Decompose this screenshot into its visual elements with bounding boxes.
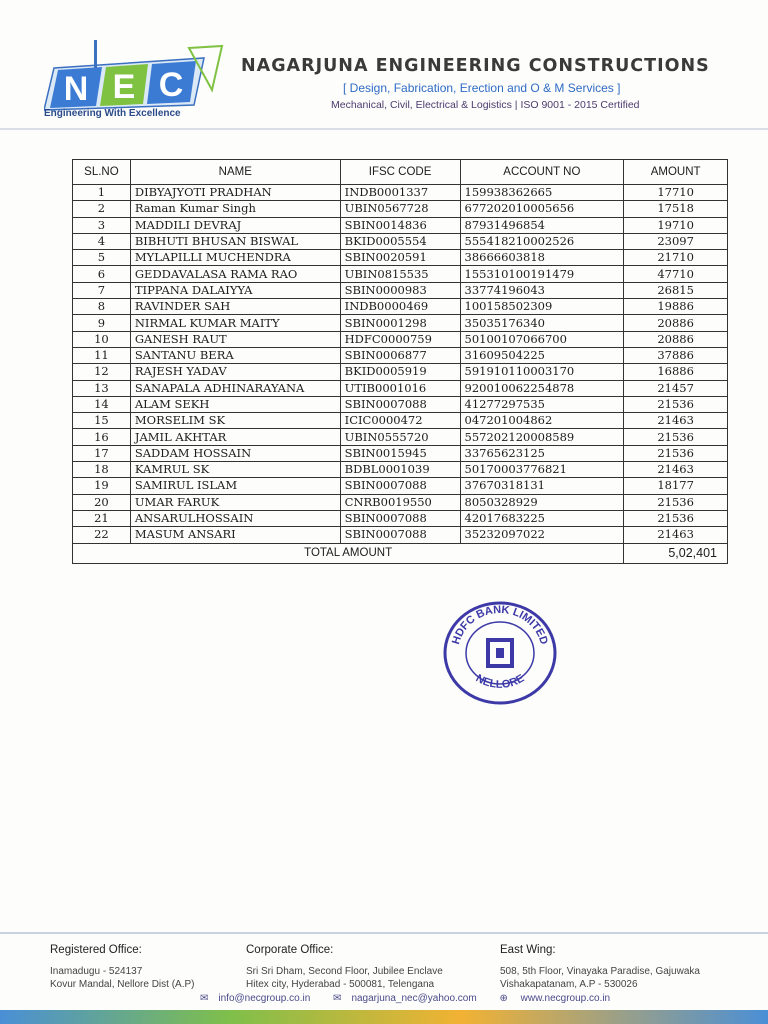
header-ifsc: IFSC CODE — [340, 160, 460, 185]
table-row — [73, 347, 728, 363]
cell-slno: 16 — [73, 429, 131, 445]
cell-amount: 20886 — [624, 315, 728, 331]
table-row — [73, 494, 728, 510]
cell-slno: 19 — [73, 478, 131, 494]
cell-name: GEDDAVALASA RAMA RAO — [130, 266, 340, 282]
cell-ifsc: SBIN0000983 — [340, 282, 460, 298]
cell-amount: 21457 — [624, 380, 728, 396]
table-row — [73, 315, 728, 331]
cell-account: 155310100191479 — [460, 266, 624, 282]
corporate-office-line1: Sri Sri Dham, Second Floor, Jubilee Enclave — [246, 966, 443, 977]
table-row — [73, 331, 728, 347]
cell-amount: 21536 — [624, 445, 728, 461]
cell-account: 41277297535 — [460, 396, 624, 412]
cell-slno: 17 — [73, 445, 131, 461]
total-label: TOTAL AMOUNT — [73, 543, 624, 563]
cell-ifsc: ICIC0000472 — [340, 413, 460, 429]
cell-slno: 4 — [73, 233, 131, 249]
cell-amount: 20886 — [624, 331, 728, 347]
cell-ifsc: BDBL0001039 — [340, 462, 460, 478]
table-row — [73, 299, 728, 315]
cell-name: MORSELIM SK — [130, 413, 340, 429]
cell-account: 31609504225 — [460, 347, 624, 363]
cell-name: Raman Kumar Singh — [130, 201, 340, 217]
table-row — [73, 510, 728, 526]
mail-icon: ✉ — [333, 993, 342, 1004]
cell-ifsc: INDB0000469 — [340, 299, 460, 315]
cell-account: 87931496854 — [460, 217, 624, 233]
cell-slno: 14 — [73, 396, 131, 412]
cell-account: 555418210002526 — [460, 233, 624, 249]
header-name: NAME — [130, 160, 340, 185]
cell-slno: 13 — [73, 380, 131, 396]
website-text: www.necgroup.co.in — [520, 993, 611, 1004]
cell-ifsc: SBIN0007088 — [340, 478, 460, 494]
east-wing-title: East Wing: — [500, 944, 556, 956]
cell-ifsc: SBIN0001298 — [340, 315, 460, 331]
cell-slno: 1 — [73, 185, 131, 201]
cell-name: SANAPALA ADHINARAYANA — [130, 380, 340, 396]
table-header-row — [73, 160, 728, 185]
cell-slno: 9 — [73, 315, 131, 331]
cell-slno: 5 — [73, 250, 131, 266]
total-row — [73, 543, 728, 563]
cell-name: DIBYAJYOTI PRADHAN — [130, 185, 340, 201]
cell-amount: 21710 — [624, 250, 728, 266]
cell-name: UMAR FARUK — [130, 494, 340, 510]
cell-amount: 21536 — [624, 396, 728, 412]
cell-ifsc: SBIN0007088 — [340, 510, 460, 526]
cell-amount: 37886 — [624, 347, 728, 363]
email-info[interactable] — [200, 993, 320, 1004]
logo-letter-n: N — [63, 70, 89, 108]
corporate-office — [246, 944, 443, 991]
cell-ifsc: SBIN0014836 — [340, 217, 460, 233]
cell-account: 047201004862 — [460, 413, 624, 429]
table-row — [73, 429, 728, 445]
cell-slno: 21 — [73, 510, 131, 526]
cell-name: JAMIL AKHTAR — [130, 429, 340, 445]
cell-amount: 21463 — [624, 462, 728, 478]
cell-ifsc: HDFC0000759 — [340, 331, 460, 347]
east-wing — [500, 944, 700, 991]
cell-ifsc: BKID0005554 — [340, 233, 460, 249]
cell-ifsc: SBIN0007088 — [340, 527, 460, 543]
table-row — [73, 250, 728, 266]
table-row — [73, 396, 728, 412]
cell-slno: 18 — [73, 462, 131, 478]
cell-account: 37670318131 — [460, 478, 624, 494]
cell-account: 42017683225 — [460, 510, 624, 526]
cell-name: KAMRUL SK — [130, 462, 340, 478]
cell-slno: 11 — [73, 347, 131, 363]
company-certification: Mechanical, Civil, Electrical & Logistics | ISO 9001 - 2015 Certified — [331, 99, 640, 111]
cell-ifsc: UBIN0555720 — [340, 429, 460, 445]
cell-ifsc: SBIN0015945 — [340, 445, 460, 461]
company-name: NAGARJUNA ENGINEERING CONSTRUCTIONS — [241, 56, 710, 76]
stamp-city-text: NELLORE — [473, 672, 527, 691]
cell-amount: 21536 — [624, 429, 728, 445]
cell-name: SADDAM HOSSAIN — [130, 445, 340, 461]
cell-account: 33765623125 — [460, 445, 624, 461]
cell-ifsc: SBIN0006877 — [340, 347, 460, 363]
cell-account: 591910110003170 — [460, 364, 624, 380]
cell-ifsc: UBIN0815535 — [340, 266, 460, 282]
footer-color-band — [0, 1010, 768, 1024]
registered-office-line2: Kovur Mandal, Nellore Dist (A.P) — [50, 979, 195, 990]
cell-account: 50170003776821 — [460, 462, 624, 478]
registered-office-line1: Inamadugu - 524137 — [50, 966, 143, 977]
cell-amount: 21536 — [624, 510, 728, 526]
cell-slno: 20 — [73, 494, 131, 510]
table-row — [73, 380, 728, 396]
footer-divider — [0, 932, 768, 934]
cell-account: 159938362665 — [460, 185, 624, 201]
header-slno: SL.NO — [73, 160, 131, 185]
cell-amount: 26815 — [624, 282, 728, 298]
company-services: [ Design, Fabrication, Erection and O & M Services ] — [343, 81, 621, 95]
cell-ifsc: UBIN0567728 — [340, 201, 460, 217]
registered-office-title: Registered Office: — [50, 944, 142, 956]
bank-stamp — [438, 598, 562, 708]
cell-name: SAMIRUL ISLAM — [130, 478, 340, 494]
cell-name: ANSARULHOSSAIN — [130, 510, 340, 526]
payment-table — [72, 159, 728, 564]
cell-amount: 21536 — [624, 494, 728, 510]
total-value: 5,02,401 — [624, 543, 728, 563]
cell-name: RAVINDER SAH — [130, 299, 340, 315]
cell-amount: 19886 — [624, 299, 728, 315]
logo-tagline: Engineering With Excellence — [44, 108, 181, 119]
cell-amount: 17518 — [624, 201, 728, 217]
cell-amount: 17710 — [624, 185, 728, 201]
cell-ifsc: UTIB0001016 — [340, 380, 460, 396]
cell-name: BIBHUTI BHUSAN BISWAL — [130, 233, 340, 249]
globe-icon: ⊕ — [499, 993, 508, 1004]
contact-line — [200, 993, 630, 1004]
logo-letter-c: C — [158, 66, 184, 104]
email-yahoo[interactable] — [333, 993, 487, 1004]
table-row — [73, 233, 728, 249]
cell-name: MYLAPILLI MUCHENDRA — [130, 250, 340, 266]
table-row — [73, 201, 728, 217]
cell-name: RAJESH YADAV — [130, 364, 340, 380]
table-body — [73, 185, 728, 544]
cell-ifsc: INDB0001337 — [340, 185, 460, 201]
cell-account: 38666603818 — [460, 250, 624, 266]
cell-slno: 3 — [73, 217, 131, 233]
cell-amount: 19710 — [624, 217, 728, 233]
cell-slno: 10 — [73, 331, 131, 347]
table-row — [73, 364, 728, 380]
cell-name: TIPPANA DALAIYYA — [130, 282, 340, 298]
cell-name: GANESH RAUT — [130, 331, 340, 347]
cell-slno: 22 — [73, 527, 131, 543]
header-account: ACCOUNT NO — [460, 160, 624, 185]
registered-office — [50, 944, 195, 991]
table-row — [73, 266, 728, 282]
table-row — [73, 478, 728, 494]
table-row — [73, 527, 728, 543]
cell-name: ALAM SEKH — [130, 396, 340, 412]
email-info-text: info@necgroup.co.in — [218, 993, 311, 1004]
cell-ifsc: BKID0005919 — [340, 364, 460, 380]
cell-account: 50100107066700 — [460, 331, 624, 347]
table-row — [73, 462, 728, 478]
cell-slno: 12 — [73, 364, 131, 380]
cell-name: SANTANU BERA — [130, 347, 340, 363]
cell-slno: 7 — [73, 282, 131, 298]
table-row — [73, 413, 728, 429]
east-wing-line1: 508, 5th Floor, Vinayaka Paradise, Gajuwaka — [500, 966, 700, 977]
svg-text:NELLORE — [474, 672, 527, 691]
logo-letter-e: E — [112, 68, 136, 106]
cell-account: 100158502309 — [460, 299, 624, 315]
cell-amount: 23097 — [624, 233, 728, 249]
cell-amount: 47710 — [624, 266, 728, 282]
cell-ifsc: SBIN0020591 — [340, 250, 460, 266]
table-row — [73, 282, 728, 298]
cell-account: 557202120008589 — [460, 429, 624, 445]
table-row — [73, 217, 728, 233]
corporate-office-line2: Hitex city, Hyderabad - 500081, Telengana — [246, 979, 435, 990]
cell-amount: 21463 — [624, 413, 728, 429]
cell-account: 33774196043 — [460, 282, 624, 298]
cell-ifsc: SBIN0007088 — [340, 396, 460, 412]
mail-icon: ✉ — [200, 993, 209, 1004]
cell-name: MASUM ANSARI — [130, 527, 340, 543]
cell-slno: 8 — [73, 299, 131, 315]
cell-slno: 6 — [73, 266, 131, 282]
cell-name: NIRMAL KUMAR MAITY — [130, 315, 340, 331]
cell-amount: 18177 — [624, 478, 728, 494]
website-link[interactable] — [499, 993, 620, 1004]
cell-account: 677202010005656 — [460, 201, 624, 217]
table-row — [73, 185, 728, 201]
email-yahoo-text: nagarjuna_nec@yahoo.com — [351, 993, 477, 1004]
header-amount: AMOUNT — [624, 160, 728, 185]
cell-account: 8050328929 — [460, 494, 624, 510]
cell-slno: 2 — [73, 201, 131, 217]
cell-account: 35232097022 — [460, 527, 624, 543]
cell-amount: 21463 — [624, 527, 728, 543]
east-wing-line2: Vishakapatanam, A.P - 530026 — [500, 979, 638, 990]
table-row — [73, 445, 728, 461]
header-divider — [0, 128, 768, 130]
stamp-bank-text: HDFC BANK LIMITED — [450, 603, 550, 646]
cell-amount: 16886 — [624, 364, 728, 380]
cell-slno: 15 — [73, 413, 131, 429]
cell-name: MADDILI DEVRAJ — [130, 217, 340, 233]
cell-account: 35035176340 — [460, 315, 624, 331]
cell-ifsc: CNRB0019550 — [340, 494, 460, 510]
corporate-office-title: Corporate Office: — [246, 944, 334, 956]
cell-account: 920010062254878 — [460, 380, 624, 396]
